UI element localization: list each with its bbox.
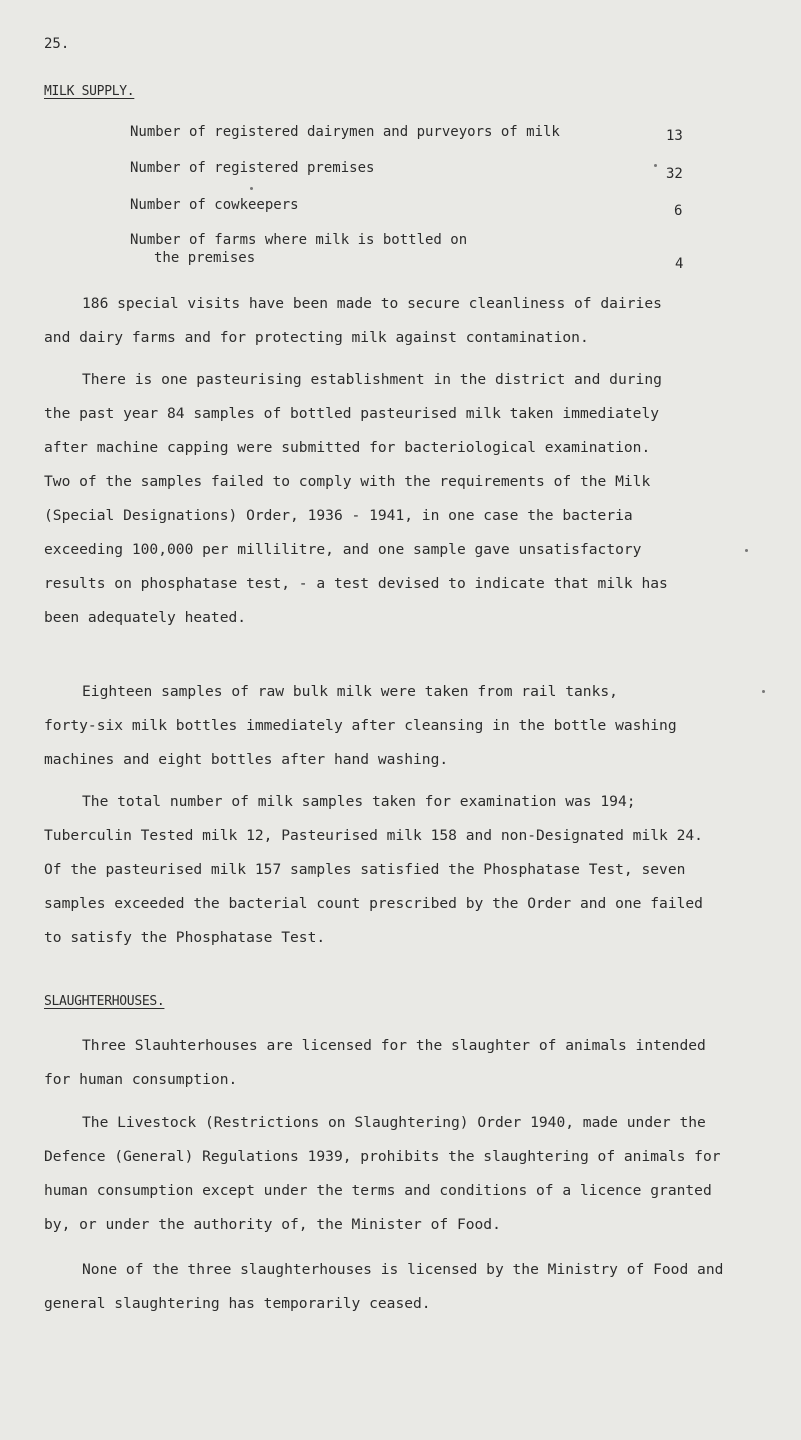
section-heading-slaughterhouses: SLAUGHTERHOUSES. [44,994,165,1009]
text-line: results on phosphatase test, - a test devised to indicate that milk has [44,575,668,592]
scan-speck [745,549,748,552]
text-line: 186 special visits have been made to secure cleanliness of dairies [82,295,662,312]
text-line: to satisfy the Phosphatase Test. [44,929,326,946]
text-line: Two of the samples failed to comply with the requirements of the Milk [44,473,651,490]
text-line: Eighteen samples of raw bulk milk were taken from rail tanks, [82,683,618,700]
section-heading-milk-supply: MILK SUPPLY. [44,84,135,99]
text-line: Tuberculin Tested milk 12, Pasteurised milk 158 and non-Designated milk 24. [44,827,703,844]
stat-value-cowkeepers: 6 [674,203,683,219]
text-line: by, or under the authority of, the Minister of Food. [44,1216,501,1233]
text-line: machines and eight bottles after hand washing. [44,751,449,768]
paragraph-special-visits [44,287,774,355]
text-line: Of the pasteurised milk 157 samples satisfied the Phosphatase Test, seven [44,861,686,878]
stat-label-farms: Number of farms where milk is bottled on [130,232,468,248]
stat-label-premises: Number of registered premises [130,160,375,176]
paragraph-raw-bulk-milk [44,675,774,777]
text-line: (Special Designations) Order, 1936 - 1941, in one case the bacteria [44,507,633,524]
text-line: None of the three slaughterhouses is licensed by the Ministry of Food and [82,1261,724,1278]
paragraph-pasteurising [44,363,774,635]
text-line: the past year 84 samples of bottled pasteurised milk taken immediately [44,405,660,422]
paragraph-ministry-licence [44,1253,774,1321]
stat-label-cowkeepers: Number of cowkeepers [130,197,299,213]
stat-value-premises: 32 [666,166,683,182]
paragraph-licensed-slaughterhouses [44,1029,774,1097]
text-line: forty-six milk bottles immediately after cleansing in the bottle washing [44,717,677,734]
scan-speck [654,164,657,167]
text-line: exceeding 100,000 per millilitre, and one sample gave unsatisfactory [44,541,642,558]
text-line: human consumption except under the terms and conditions of a licence granted [44,1182,712,1199]
text-line: The Livestock (Restrictions on Slaughtering) Order 1940, made under the [82,1114,706,1131]
text-line: The total number of milk samples taken for examination was 194; [82,793,636,810]
stat-label-farms-continued: the premises [154,250,256,266]
paragraph-livestock-order [44,1106,774,1242]
stat-value-farms: 4 [675,256,684,272]
text-line: general slaughtering has temporarily ceased. [44,1295,431,1312]
page-number: 25. [44,36,70,52]
text-line: and dairy farms and for protecting milk against contamination. [44,329,589,346]
text-line: been adequately heated. [44,609,247,626]
paragraph-total-samples [44,785,774,955]
text-line: samples exceeded the bacterial count prescribed by the Order and one failed [44,895,703,912]
stat-label-dairymen: Number of registered dairymen and purveyors of milk [130,124,560,140]
text-line: after machine capping were submitted for bacteriological examination. [44,439,651,456]
text-line: Three Slauhterhouses are licensed for the slaughter of animals intended [82,1037,706,1054]
text-line: for human consumption. [44,1071,238,1088]
scan-speck [250,187,253,190]
scan-speck [762,690,765,693]
stat-value-dairymen: 13 [666,128,683,144]
text-line: There is one pasteurising establishment in the district and during [82,371,662,388]
text-line: Defence (General) Regulations 1939, prohibits the slaughtering of animals for [44,1148,721,1165]
